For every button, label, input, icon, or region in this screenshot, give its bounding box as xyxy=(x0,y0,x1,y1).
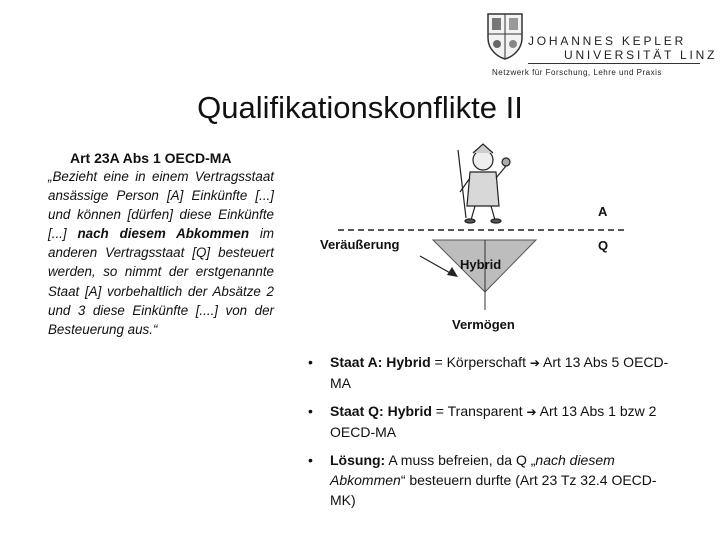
bullet-solution xyxy=(308,450,678,510)
right-arrow-icon: ➔ xyxy=(529,356,540,370)
vermoegen-label: Vermögen xyxy=(452,317,515,332)
state-q-label: Q xyxy=(598,238,609,253)
bullet-text: A muss befreien, da Q „ xyxy=(385,452,536,468)
logo-line-2: UNIVERSITÄT LINZ xyxy=(564,48,718,62)
bullet-hybrid: Hybrid xyxy=(383,403,432,419)
university-logo xyxy=(486,12,718,77)
veraeusserung-label: Veräußerung xyxy=(320,237,400,252)
law-excerpt xyxy=(48,150,274,339)
law-quote-emphasis: nach diesem Abkommen xyxy=(77,226,250,242)
bullet-lead: Staat A: xyxy=(330,354,383,370)
bullet-hybrid: Hybrid xyxy=(382,354,431,370)
law-quote xyxy=(48,167,274,339)
hybrid-label: Hybrid xyxy=(460,257,502,272)
bullet-marker: • xyxy=(308,354,313,370)
bullet-text: Art 13 Abs 5 OECD-MA xyxy=(330,354,669,391)
law-quote-part-1: „Bezieht eine in einem Vertragsstaat ansässige Person [A] Einkünfte [...] und können [dürfen] diese Einkünfte [...] xyxy=(48,169,274,242)
right-arrow-icon: ➔ xyxy=(526,405,537,419)
university-crest-icon xyxy=(486,12,524,60)
law-quote-part-2: im anderen Vertragsstaat [Q] besteuert werden, so nimmt der erstgenannte Staat [A] vorbehaltlich der Absätze 2 und 3 diese Einkünfte [....] von der Besteuerung aus.“ xyxy=(48,226,275,337)
bullet-list xyxy=(308,352,678,518)
bullet-text: Art 13 Abs 1 bzw 2 OECD-MA xyxy=(330,403,657,440)
bullet-text: = Transparent xyxy=(431,403,527,419)
bullet-lead: Lösung: xyxy=(330,452,386,468)
bullet-state-a xyxy=(308,352,678,393)
person-figure-icon xyxy=(458,144,510,223)
bullet-marker: • xyxy=(308,452,313,468)
bullet-marker: • xyxy=(308,403,313,419)
logo-divider xyxy=(528,63,700,64)
bullet-lead: Staat Q: xyxy=(330,403,384,419)
slide-title: Qualifikationskonflikte II xyxy=(197,90,523,125)
bullet-state-q xyxy=(308,401,678,442)
state-a-label: A xyxy=(598,204,608,219)
logo-tagline: Netzwerk für Forschung, Lehre und Praxis xyxy=(492,68,662,77)
law-heading: Art 23A Abs 1 OECD-MA xyxy=(70,150,232,166)
bullet-emphasis: nach diesem Abkommen xyxy=(330,452,615,488)
logo-line-1: JOHANNES KEPLER xyxy=(528,34,687,48)
bullet-text: “ besteuern durfte (Art 23 Tz 32.4 OECD-MK) xyxy=(330,472,657,508)
hybrid-diagram xyxy=(300,140,700,340)
bullet-text: = Körperschaft xyxy=(430,354,530,370)
